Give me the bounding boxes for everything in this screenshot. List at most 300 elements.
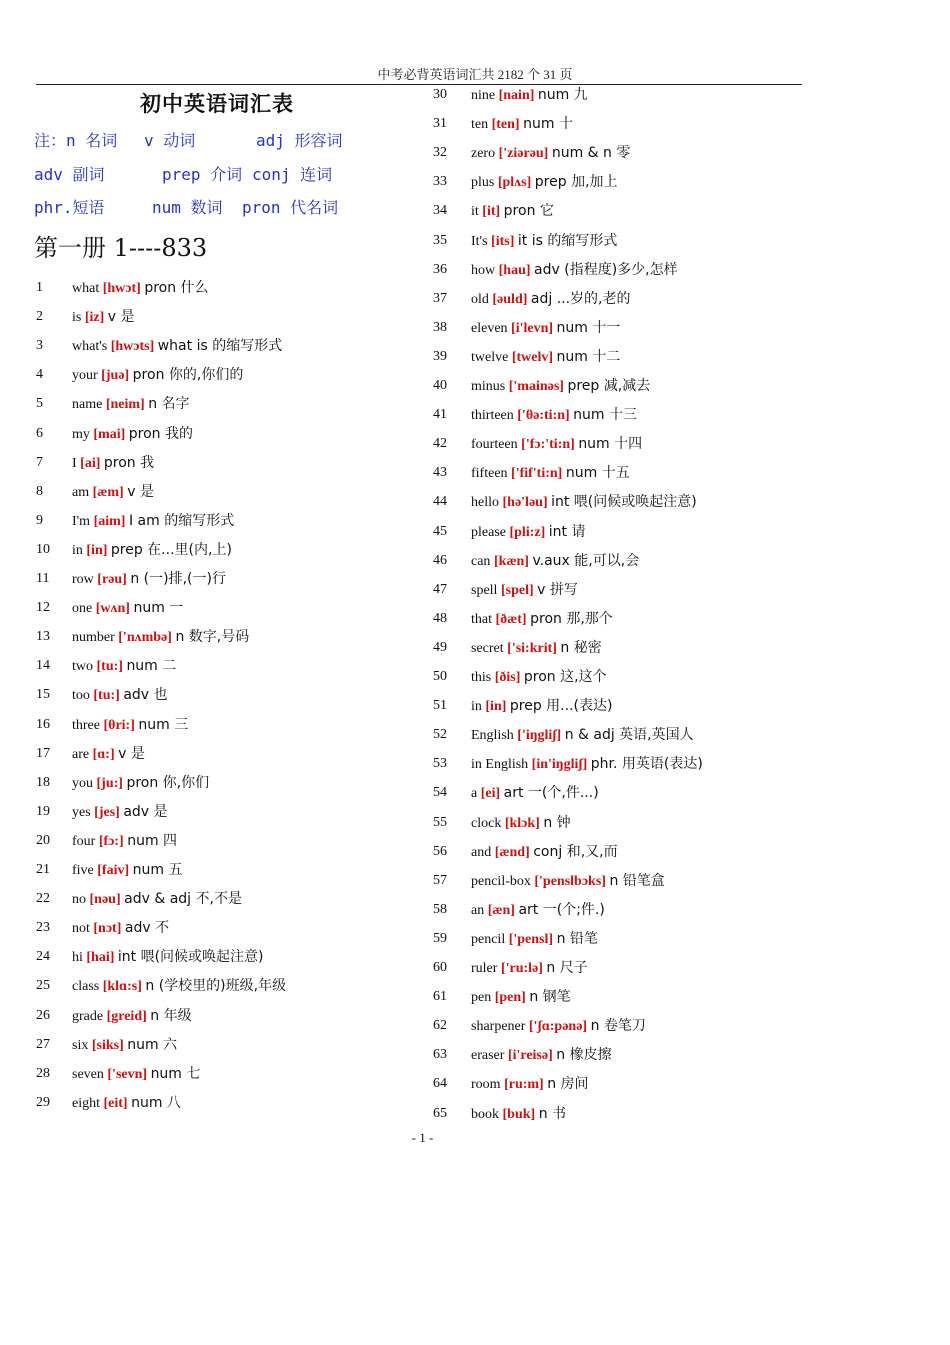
volume-heading: 第一册 1----833 [34,234,208,262]
legend-adverb: adv 副词 [34,165,105,184]
entry-body [471,579,578,602]
entry-word: It's [471,233,488,249]
entry-body [471,1103,566,1126]
entry-body [72,1005,192,1028]
legend-preposition: prep 介词 [162,165,243,184]
entry-word: ruler [471,961,498,976]
entry-meaning: n 秘密 [560,639,602,656]
entry-phonetic: ['penslbɔks] [534,873,606,889]
entry-number: 47 [433,581,447,597]
entry-phonetic: [hwɔts] [110,339,155,355]
entry-body [471,899,605,922]
entry-word: please [471,524,506,540]
entry-phonetic: [juə] [101,368,130,384]
entry-body [72,1063,200,1086]
entry-number: 34 [433,203,447,219]
entry-word: what [72,281,100,296]
entry-meaning: num 十一 [556,319,621,336]
entry-body [72,714,188,737]
entry-number: 26 [36,1007,50,1023]
entry-word: number [72,630,115,646]
entry-number: 52 [433,727,447,743]
entry-word: fourteen [471,437,518,453]
entry-number: 15 [36,687,50,703]
entry-word: too [72,688,90,704]
entry-phonetic: [iz] [84,310,105,326]
entry-number: 48 [433,610,447,626]
entry-word: nine [471,88,496,103]
entry-phonetic: [hai] [86,950,115,966]
entry-number: 31 [433,116,447,132]
entry-phonetic: [hau] [498,262,531,278]
entry-word: no [72,892,86,908]
entry-meaning: adv & adj 不,不是 [124,891,242,908]
entry-body [72,393,190,416]
entry-body [72,1034,177,1057]
entry-number: 2 [36,309,43,325]
entry-phonetic: [nɔt] [93,921,122,937]
entry-body [72,917,169,940]
entry-meaning: v 是 [107,309,135,326]
entry-number: 51 [433,698,447,714]
entry-number: 63 [433,1047,447,1063]
entry-body [471,521,585,544]
entry-word: twelve [471,349,509,365]
entry-number: 8 [36,483,43,499]
entry-word: are [72,746,90,762]
entry-number: 3 [36,338,43,354]
entry-meaning: adv 不 [124,920,170,937]
entry-body [72,743,145,766]
entry-meaning: n 铅笔 [556,930,598,947]
entry-meaning: num 十五 [565,465,630,482]
entry-body [471,288,631,311]
entry-phonetic: [pen] [494,990,526,1006]
entry-body [72,801,168,824]
entry-word: not [72,921,90,937]
entry-word: thirteen [471,408,514,424]
entry-phonetic: [faiv] [97,863,130,878]
entry-phonetic: [ju:] [96,775,123,791]
entry-meaning: adv 也 [123,687,168,704]
entry-word: I'm [72,513,91,529]
entry-number: 24 [36,949,50,965]
entry-body [471,375,650,398]
entry-word: plus [471,175,495,191]
entry-phonetic: [wʌn] [95,601,130,617]
entry-number: 56 [433,843,447,859]
entry-body [72,859,183,882]
entry-word: minus [471,379,506,394]
entry-body [72,306,135,329]
entry-meaning: int 喂(问候或唤起注意) [551,494,697,511]
entry-word: seven [72,1066,104,1082]
entry-phonetic: [klɑ:s] [102,979,142,995]
entry-phonetic: [siks] [91,1037,124,1053]
entry-meaning: pron 它 [503,203,554,220]
entry-body [72,1092,181,1115]
entry-body [471,957,588,980]
entry-number: 37 [433,290,447,306]
entry-word: eraser [471,1048,505,1064]
entry-number: 5 [36,396,43,412]
entry-number: 14 [36,658,50,674]
entry-word: class [72,979,100,995]
entry-meaning: prep 减,减去 [567,378,651,394]
entry-word: it [471,204,479,220]
entry-number: 54 [433,785,447,801]
entry-phonetic: [in] [485,699,507,715]
entry-meaning: num 六 [127,1036,178,1053]
entry-meaning: n 铅笔盒 [609,872,665,889]
entry-meaning: v 拼写 [537,581,578,598]
entry-body [72,452,154,475]
legend-verb: v 动词 [144,131,196,150]
entry-number: 50 [433,669,447,684]
entry-body [471,317,620,340]
entry-phonetic: [ru:m] [504,1077,544,1093]
entry-meaning: num 十三 [573,407,638,424]
entry-number: 16 [36,716,50,732]
entry-number: 4 [36,367,43,383]
entry-number: 60 [433,960,447,975]
entry-body [72,772,209,795]
entry-meaning: int 请 [548,523,586,540]
entry-meaning: num 一 [133,600,184,617]
entry-word: ten [471,117,489,133]
entry-meaning: n 卷笔刀 [590,1018,646,1035]
entry-meaning: n 年级 [150,1007,192,1024]
entry-number: 35 [433,232,447,248]
entry-meaning: pron 什么 [144,280,209,296]
entry-body [72,277,209,300]
entry-phonetic: [æn] [487,902,515,918]
legend-pronoun: pron 代名词 [242,198,339,217]
entry-body [72,830,177,853]
entry-body [72,888,242,911]
entry-meaning: art 一(个,件...) [503,785,599,802]
entry-number: 22 [36,891,50,907]
entry-number: 27 [36,1036,50,1052]
entry-number: 29 [36,1094,50,1110]
entry-word: what's [72,339,108,355]
entry-number: 59 [433,930,447,946]
entry-number: 36 [433,261,447,277]
entry-meaning: adv 是 [123,803,168,820]
entry-body [471,608,613,631]
entry-number: 61 [433,989,447,1005]
entry-phonetic: ['nʌmbə] [118,630,172,646]
entry-phonetic: ['fif'ti:n] [511,466,563,482]
entry-word: am [72,484,90,500]
entry-word: grade [72,1008,104,1024]
entry-word: yes [72,804,91,820]
entry-phonetic: ['fɔ:'ti:n] [521,437,575,453]
entry-meaning: pron 你,你们 [126,774,210,791]
entry-number: 58 [433,901,447,917]
entry-body [471,404,637,427]
entry-meaning: I am 的缩写形式 [128,512,235,529]
entry-number: 46 [433,552,447,568]
entry-phonetic: [aim] [93,513,126,529]
entry-phonetic: ['mainəs] [508,379,564,394]
entry-word: row [72,572,94,587]
entry-meaning: prep 在...里(内,上) [110,541,232,558]
entry-phonetic: ['pensl] [508,931,554,947]
entry-word: name [72,397,103,413]
entry-phonetic: ['sevn] [107,1066,148,1082]
entry-phonetic: [twelv] [511,349,554,365]
entry-body [72,481,154,504]
entry-body [471,637,602,660]
entry-phonetic: ['ziərəu] [498,146,549,162]
entry-meaning: n 橡皮擦 [556,1047,612,1064]
entry-number: 53 [433,756,447,772]
entry-phonetic: [i'levn] [511,320,554,336]
entry-body [72,423,193,446]
entry-meaning: num 九 [537,87,588,103]
entry-phonetic: [ðæt] [495,611,527,627]
entry-meaning: pron 我的 [128,425,194,442]
entry-word: old [471,291,489,307]
entry-meaning: art 一(个;件.) [518,901,605,918]
entry-meaning: num 十四 [578,436,643,453]
entry-number: 7 [36,454,43,470]
entry-body [471,171,618,194]
entry-body [72,597,183,620]
entry-word: in [471,699,482,715]
entry-body [72,684,168,707]
entry-word: spell [471,582,498,598]
entry-word: fifteen [471,466,508,482]
entry-number: 6 [36,425,43,441]
entry-phonetic: [spel] [500,582,534,598]
entry-number: 65 [433,1105,447,1121]
entry-number: 39 [433,348,447,364]
entry-meaning: n 房间 [547,1076,589,1093]
entry-phonetic: [tu:] [96,659,123,675]
entry-meaning: num & n 零 [551,145,631,162]
entry-number: 45 [433,523,447,539]
entry-word: eight [72,1095,100,1111]
entry-phonetic: [θri:] [103,717,135,733]
entry-body [471,782,599,805]
entry-number: 44 [433,494,447,510]
entry-phonetic: [hə'ləu] [502,495,548,511]
entry-word: can [471,553,491,569]
entry-phonetic: [rəu] [97,572,127,587]
entry-phonetic: [i'reisə] [507,1048,553,1064]
entry-number: 41 [433,407,447,423]
entry-phonetic: [plʌs] [497,175,532,191]
entry-meaning: num 十 [523,116,573,133]
entry-phonetic: [klɔk] [504,815,540,831]
entry-meaning: pron 你的,你们的 [132,367,244,384]
entry-number: 57 [433,872,447,888]
entry-body [72,655,176,678]
entry-number: 28 [36,1065,50,1081]
entry-body [72,626,249,649]
entry-word: five [72,863,94,878]
entry-meaning: n (一)排,(一)行 [130,571,226,587]
entry-word: you [72,775,93,791]
entry-number: 38 [433,319,447,335]
entry-word: this [471,670,492,685]
entry-meaning: v 是 [127,483,154,500]
legend-numeral: num 数词 [152,198,223,217]
entry-meaning: pron 那,那个 [530,610,613,627]
entry-body [72,335,282,358]
entry-body [471,142,630,165]
entry-word: one [72,601,93,617]
entry-meaning: adv (指程度)多少,怎样 [534,261,678,278]
entry-meaning: v.aux 能,可以,会 [532,552,640,569]
legend-phrase: phr.短语 [34,198,105,217]
entry-phonetic: ['iŋgliʃ] [517,728,562,744]
entry-word: zero [471,146,496,162]
entry-body [471,666,607,689]
entry-word: a [471,786,478,802]
entry-word: an [471,902,485,918]
entry-word: sharpener [471,1019,526,1035]
page-number: - 1 - [411,1130,434,1145]
entry-word: two [72,659,93,675]
entry-meaning: num 八 [131,1094,181,1111]
entry-word: three [72,717,100,733]
entry-number: 17 [36,745,50,761]
entry-number: 30 [433,87,447,102]
entry-number: 10 [36,541,50,557]
entry-word: in [72,542,83,558]
entry-phonetic: [mai] [93,426,126,442]
entry-body [72,539,232,562]
entry-word: and [471,844,492,860]
entry-word: room [471,1077,501,1093]
entry-meaning: prep 加,加上 [534,174,618,191]
entry-number: 43 [433,465,447,481]
entry-phonetic: [jes] [94,804,120,820]
entry-word: hello [471,495,499,511]
entry-body [471,1073,589,1096]
entry-body [471,753,703,776]
entry-number: 9 [36,512,43,528]
entry-meaning: n (学校里的)班级,年级 [145,978,287,995]
entry-number: 12 [36,600,50,616]
entry-body [72,946,264,969]
entry-phonetic: [ai] [80,455,101,471]
entry-phonetic: [pli:z] [509,524,546,540]
entry-number: 11 [36,571,50,586]
entry-number: 32 [433,145,447,161]
entry-phonetic: [ten] [491,117,520,133]
entry-meaning: num 十二 [556,348,621,365]
entry-body [471,84,588,107]
entry-meaning: num 二 [126,658,177,675]
entry-word: pencil [471,931,506,947]
entry-phonetic: [æm] [92,484,124,500]
entry-meaning: n 尺子 [546,960,588,976]
entry-number: 64 [433,1076,447,1092]
entry-body [471,870,665,893]
entry-body [72,975,286,998]
document-title: 初中英语词汇表 [140,92,294,116]
entry-word: English [471,728,514,744]
entry-number: 55 [433,814,447,830]
entry-number: 40 [433,378,447,393]
entry-number: 23 [36,920,50,936]
entry-meaning: pron 这,这个 [523,669,607,685]
entry-number: 18 [36,774,50,790]
entry-phonetic: [kæn] [493,553,529,569]
entry-phonetic: ['ʃɑ:pənə] [528,1019,588,1035]
entry-word: my [72,426,90,442]
entry-body [471,113,573,136]
entry-meaning: num 七 [150,1065,201,1082]
entry-body [471,491,697,514]
entry-word: in English [471,757,529,773]
entry-body [471,724,694,747]
entry-word: how [471,262,496,278]
entry-phonetic: [in] [86,542,108,558]
entry-word: secret [471,640,504,656]
entry-number: 42 [433,436,447,452]
entry-body [72,364,243,387]
entry-word: pen [471,990,492,1006]
entry-body [471,812,571,835]
entry-number: 19 [36,803,50,819]
entry-phonetic: [its] [491,233,515,249]
entry-meaning: n & adj 英语,英国人 [564,727,694,744]
entry-meaning: num 五 [132,862,183,878]
entry-phonetic: [eit] [103,1095,128,1111]
entry-meaning: num 三 [138,716,189,733]
legend-conjunction: conj 连词 [252,165,333,184]
legend-noun: 注：n 名词 [34,131,118,150]
entry-phonetic: [ɑ:] [92,746,115,762]
entry-phonetic: [fɔ:] [98,833,124,849]
entry-meaning: pron 我 [103,454,155,471]
entry-body [471,550,639,573]
entry-meaning: n 钟 [543,814,571,831]
entry-body [471,1044,612,1067]
entry-phonetic: ['ru:lə] [500,961,543,976]
entry-body [471,695,612,718]
entry-meaning: v 是 [118,745,145,762]
entry-number: 25 [36,978,50,994]
entry-meaning: n 钢笔 [529,989,571,1006]
header-rule [36,84,802,85]
entry-word: hi [72,950,83,966]
entry-word: pencil-box [471,873,531,889]
page-header: 中考必背英语词汇共 2182 个 31 页 [377,67,573,82]
entry-word: your [72,368,98,384]
entry-body [471,928,598,951]
entry-body [72,568,226,591]
entry-phonetic: [neim] [105,397,145,413]
entry-meaning: prep 用...(表达) [509,698,613,715]
entry-body [471,433,642,456]
entry-word: eleven [471,320,508,336]
entry-number: 49 [433,639,447,655]
entry-number: 1 [36,280,43,295]
entry-phonetic: ['θə:ti:n] [517,408,570,424]
entry-word: that [471,611,492,627]
entry-word: clock [471,815,502,831]
entry-meaning: n 书 [538,1105,567,1122]
entry-phonetic: [ænd] [494,844,530,860]
entry-phonetic: [tu:] [93,688,120,704]
entry-body [471,259,678,282]
